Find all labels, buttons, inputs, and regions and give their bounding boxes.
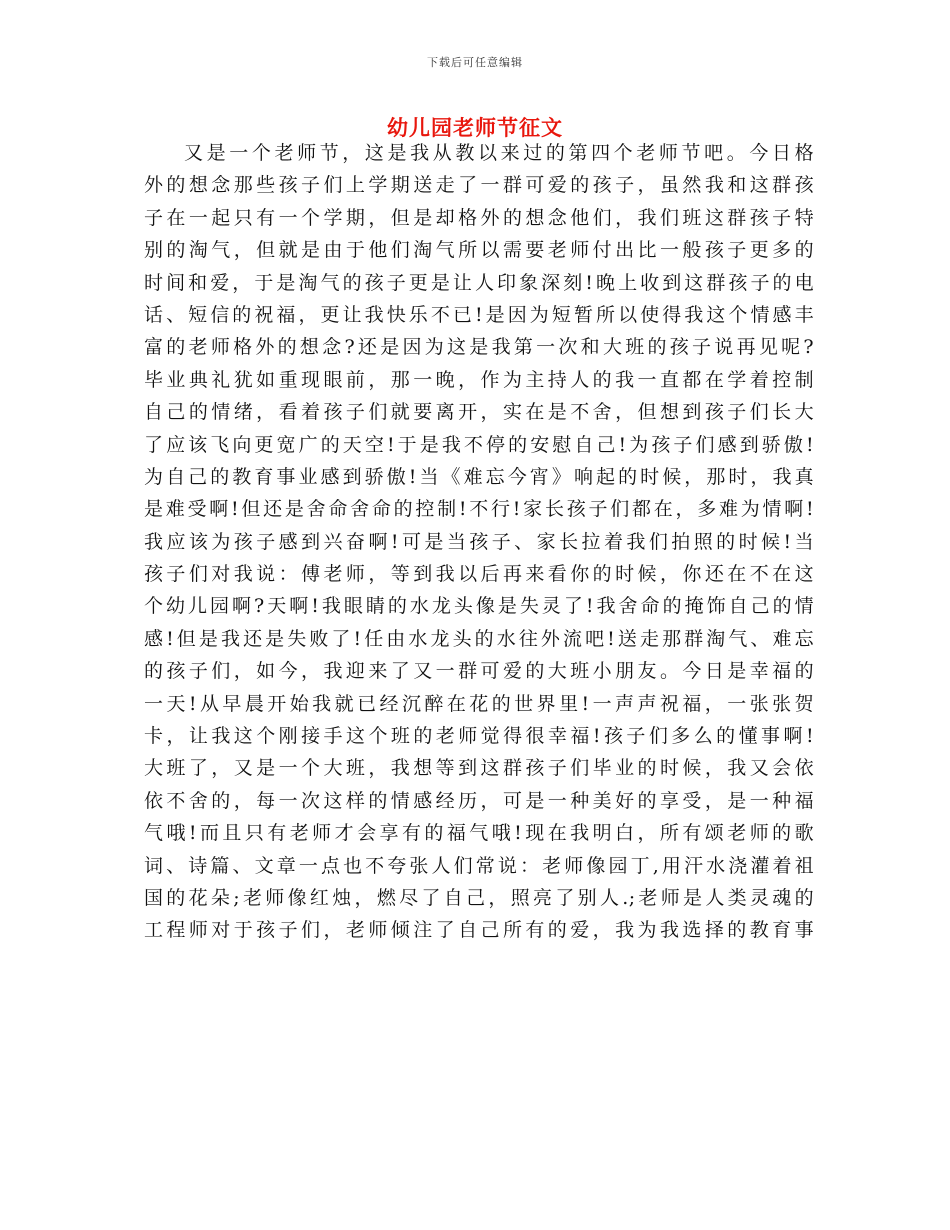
article-body xyxy=(144,137,814,947)
text-line: 为自己的教育事业感到骄傲!当《难忘今宵》响起的时候，那时，我真 xyxy=(144,465,814,488)
text-line: 毕业典礼犹如重现眼前，那一晚，作为主持人的我一直都在学着控制 xyxy=(144,368,814,391)
text-line: 个幼儿园啊?天啊!我眼睛的水龙头像是失灵了!我舍命的掩饰自己的情 xyxy=(144,595,814,618)
text-line: 卡，让我这个刚接手这个班的老师觉得很幸福!孩子们多么的懂事啊! xyxy=(144,725,814,748)
text-line: 孩子们对我说：傅老师，等到我以后再来看你的时候，你还在不在这 xyxy=(144,563,814,586)
text-line: 我应该为孩子感到兴奋啊!可是当孩子、家长拉着我们拍照的时候!当 xyxy=(144,530,814,553)
text-line: 词、诗篇、文章一点也不夸张人们常说：老师像园丁,用汗水浇灌着祖 xyxy=(144,854,814,877)
text-line: 依不舍的，每一次这样的情感经历，可是一种美好的享受，是一种福 xyxy=(144,789,814,812)
text-line: 了应该飞向更宽广的天空!于是我不停的安慰自己!为孩子们感到骄傲! xyxy=(144,433,814,456)
text-line: 自己的情绪，看着孩子们就要离开，实在是不舍，但想到孩子们长大 xyxy=(144,401,814,424)
text-line: 富的老师格外的想念?还是因为这是我第一次和大班的孩子说再见呢? xyxy=(144,336,814,359)
text-line: 工程师对于孩子们，老师倾注了自己所有的爱，我为我选择的教育事 xyxy=(144,919,814,942)
text-line: 子在一起只有一个学期，但是却格外的想念他们，我们班这群孩子特 xyxy=(144,206,814,229)
text-line: 气哦!而且只有老师才会享有的福气哦!现在我明白，所有颂老师的歌 xyxy=(144,822,814,845)
document-title: 幼儿园老师节征文 xyxy=(387,115,563,140)
text-line: 大班了，又是一个大班，我想等到这群孩子们毕业的时候，我又会依 xyxy=(144,757,814,780)
text-line: 话、短信的祝福，更让我快乐不已!是因为短暂所以使得我这个情感丰 xyxy=(144,303,814,326)
text-line: 别的淘气，但就是由于他们淘气所以需要老师付出比一般孩子更多的 xyxy=(144,239,814,262)
text-line: 又是一个老师节，这是我从教以来过的第四个老师节吧。今日格 xyxy=(184,142,814,164)
text-line: 外的想念那些孩子们上学期送走了一群可爱的孩子，虽然我和这群孩 xyxy=(144,174,814,197)
text-line: 国的花朵;老师像红烛，燃尽了自己，照亮了别人.;老师是人类灵魂的 xyxy=(144,886,814,909)
text-line: 的孩子们，如今，我迎来了又一群可爱的大班小朋友。今日是幸福的 xyxy=(144,660,814,683)
text-line: 一天!从早晨开始我就已经沉醉在花的世界里!一声声祝福，一张张贺 xyxy=(144,692,814,715)
text-line: 是难受啊!但还是舍命舍命的控制!不行!家长孩子们都在，多难为情啊! xyxy=(144,498,814,521)
text-line: 时间和爱，于是淘气的孩子更是让人印象深刻!晚上收到这群孩子的电 xyxy=(144,271,814,294)
text-line: 感!但是我还是失败了!任由水龙头的水往外流吧!送走那群淘气、难忘 xyxy=(144,627,814,650)
header-note: 下载后可任意编辑 xyxy=(427,56,523,69)
